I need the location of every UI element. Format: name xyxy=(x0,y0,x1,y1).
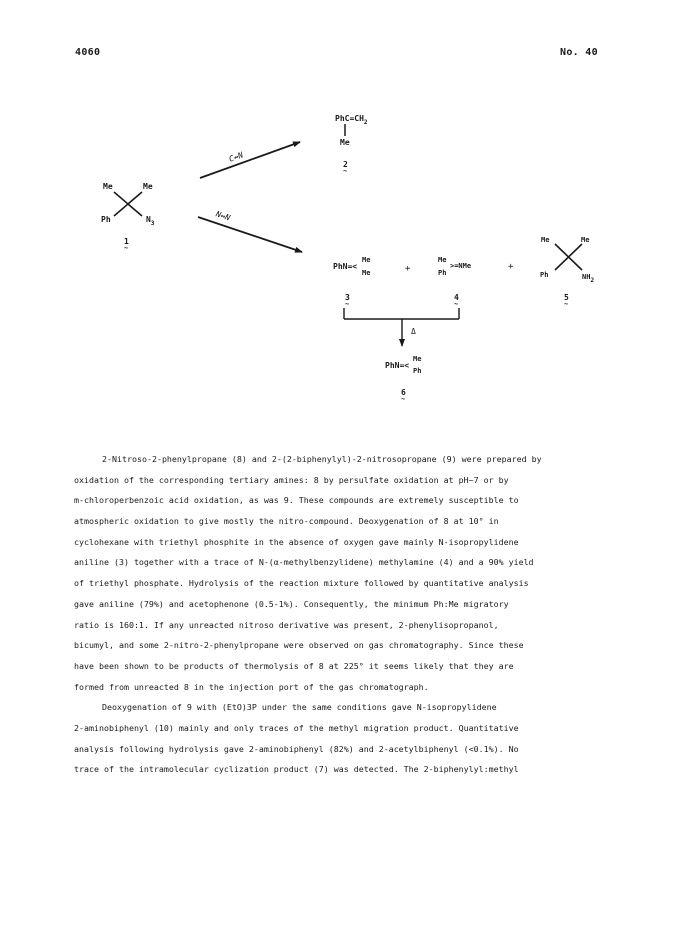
text-line: aniline (3) together with a trace of N-(α-methylbenzylidene) methylamine (4) and a 90% yield xyxy=(74,557,534,568)
compound-4-label: 4 xyxy=(454,293,459,302)
page-number: 4060 xyxy=(75,47,101,58)
compound-4 xyxy=(438,256,471,308)
compound-2-sub: 2 xyxy=(363,119,368,126)
compound-1-n: N xyxy=(146,215,151,224)
compound-1-label: 1 xyxy=(124,237,129,246)
reaction-scheme xyxy=(0,0,680,420)
compound-1-n-sub: 3 xyxy=(150,220,155,227)
compound-4-me: Me xyxy=(438,256,447,264)
text-line: have been shown to be products of thermolysis of 8 at 225° it seems likely that they are xyxy=(74,660,514,671)
svg-text:N3 xyxy=(146,215,155,227)
compound-6-me: Me xyxy=(413,355,422,363)
compound-3-label: 3 xyxy=(345,293,350,302)
paragraph-1 xyxy=(74,449,614,697)
text-line: oxidation of the corresponding tertiary amines: 8 by persulfate oxidation at pH~7 or by xyxy=(74,474,509,485)
compound-6-phn: PhN=< xyxy=(385,361,410,370)
compound-1-me-left: Me xyxy=(103,182,113,191)
svg-text:~: ~ xyxy=(345,300,350,308)
text-line: bicumyl, and some 2-nitro-2-phenylpropane were observed on gas chromatography. Since these xyxy=(74,640,524,651)
text-line: 2-Nitroso-2-phenylpropane (8) and 2-(2-biphenylyl)-2-nitrosopropane (9) were prepared by xyxy=(102,454,542,464)
svg-text:~: ~ xyxy=(343,167,348,175)
text-line: atmospheric oxidation to give mostly the nitro-compound. Deoxygenation of 8 at 10° in xyxy=(74,516,499,527)
text-line: ratio is 160:1. If any unreacted nitroso derivative was present, 2-phenylisopropanol, xyxy=(74,619,499,630)
svg-text:~: ~ xyxy=(454,300,459,308)
compound-2-me: Me xyxy=(340,138,350,147)
text-line: Deoxygenation of 9 with (EtO)3P under the same conditions gave N-isopropylidene xyxy=(102,702,497,713)
compound-5-me-left: Me xyxy=(541,236,550,244)
arrow-down-label: N↛N xyxy=(214,209,232,223)
svg-text:~: ~ xyxy=(124,244,129,252)
text-line: gave aniline (79%) and acetophenone (0.5-1%). Consequently, the minimum Ph:Me migratory xyxy=(74,598,509,609)
compound-5 xyxy=(540,236,594,308)
arrow-up-label: C↛N xyxy=(227,150,245,164)
text-line: cyclohexane with triethyl phosphite in the absence of oxygen gave mainly N-isopropylidene xyxy=(74,536,519,547)
svg-text:PhC=CH2 xyxy=(335,114,368,126)
heat-delta: Δ xyxy=(411,327,416,336)
text-line: formed from unreacted 8 in the injection port of the gas chromatograph. xyxy=(74,681,429,692)
compound-4-ph: Ph xyxy=(438,269,447,277)
svg-text:NH2 xyxy=(582,273,594,284)
body-text xyxy=(74,449,614,780)
compound-2-label: 2 xyxy=(343,160,348,169)
compound-3-phn: PhN=< xyxy=(333,262,358,271)
compound-3 xyxy=(333,256,370,308)
text-line: 2-aminobiphenyl (10) mainly and only traces of the methyl migration product. Quantitative xyxy=(74,722,519,733)
compound-2-formula: PhC=CH xyxy=(335,114,364,123)
compound-6 xyxy=(385,355,421,403)
compound-2 xyxy=(335,114,368,175)
compound-5-ph: Ph xyxy=(540,271,549,279)
compound-1 xyxy=(101,182,155,252)
paragraph-2 xyxy=(74,697,614,780)
arrow-to-products xyxy=(198,217,302,252)
journal-issue: No. 40 xyxy=(560,47,598,58)
compound-5-me-right: Me xyxy=(581,236,590,244)
text-line: analysis following hydrolysis gave 2-aminobiphenyl (82%) and 2-acetylbiphenyl (<0.1%). No xyxy=(74,743,519,754)
compound-5-label: 5 xyxy=(564,293,569,302)
compound-3-me-bottom: Me xyxy=(362,269,371,277)
compound-4-link: >=NMe xyxy=(450,262,472,270)
compound-3-me-top: Me xyxy=(362,256,371,264)
compound-6-label: 6 xyxy=(401,388,406,397)
thermolysis-bracket xyxy=(344,308,459,346)
compound-1-me-right: Me xyxy=(143,182,153,191)
svg-text:~: ~ xyxy=(564,300,569,308)
plus-sign-1: + xyxy=(405,264,411,274)
compound-6-ph: Ph xyxy=(413,367,422,375)
text-line: of triethyl phosphate. Hydrolysis of the reaction mixture followed by quantitative analysis xyxy=(74,578,529,589)
compound-5-nh: NH xyxy=(582,273,591,281)
text-line: trace of the intramolecular cyclization product (7) was detected. The 2-biphenylyl:methyl xyxy=(74,764,519,775)
compound-1-ph: Ph xyxy=(101,215,111,224)
text-line: m-chloroperbenzoic acid oxidation, as was 9. These compounds are extremely susceptible to xyxy=(74,495,519,506)
plus-sign-2: + xyxy=(508,262,514,272)
arrow-to-2 xyxy=(200,142,300,178)
svg-text:~: ~ xyxy=(401,395,406,403)
compound-5-nh-sub: 2 xyxy=(590,277,595,284)
